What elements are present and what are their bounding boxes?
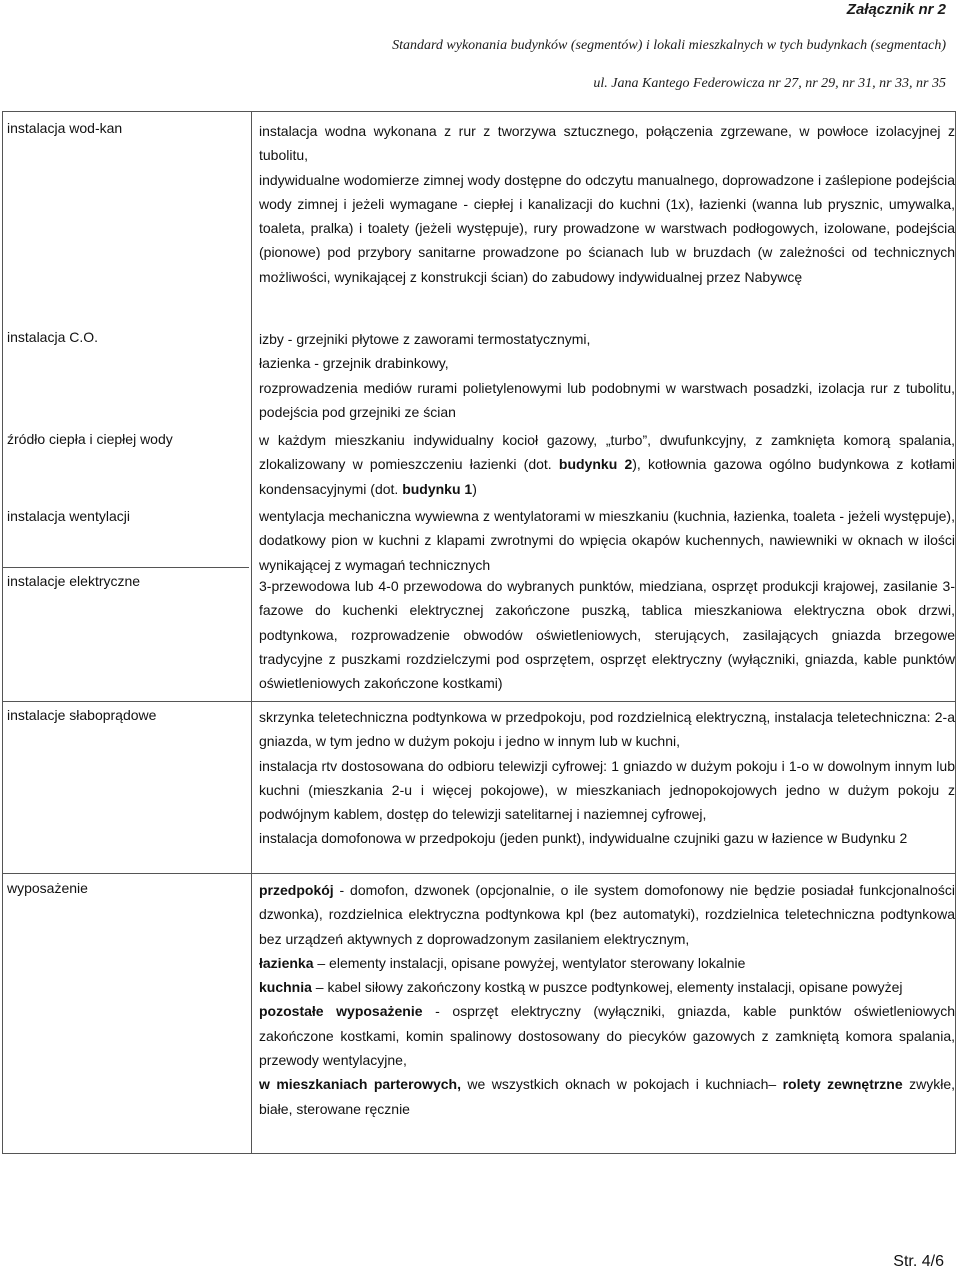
desc-line: instalacja domofonowa w przedpokoju (jeden punkt), indywidualne czujniki gazu w łazience w Budynku 2 — [259, 830, 908, 847]
row-label-electrical: instalacje elektryczne — [7, 573, 141, 589]
item-text: - osprzęt elektryczny (wyłączniki, gniazda, kable punktów oświetleniowych zakończone kostkami, komin spalinowy dostosowany do piecyków gazowych z zamkniętą komora spalania, przewody wentylacyjne, — [259, 1003, 955, 1069]
equipment-item-other — [259, 999, 955, 1072]
desc-line: łazienka - grzejnik drabinkowy, — [259, 355, 449, 372]
desc-bold: budynku 1 — [402, 480, 473, 497]
desc-line: rozprowadzenia mediów rurami polietylenowymi lub podobnymi w warstwach posadzki, izolacja rur z tubolitu, podejścia pod grzejniki ze ścian — [259, 379, 955, 420]
row-desc-ventilation — [259, 504, 955, 577]
column-divider — [251, 112, 252, 1153]
row-label-equipment: wyposażenie — [7, 880, 88, 896]
row-label-heat-source: źródło ciepła i ciepłej wody — [7, 431, 173, 447]
desc-line: skrzynka teletechniczna podtynkowa w przedpokoju, pod rozdzielnicą elektryczną, instalacja teletechniczna: 2-a gniazda, w tym jedno w dużym pokoju i jedno w innym lub w kuchni, — [259, 709, 955, 750]
item-text: zwykłe, białe, sterowane ręcznie — [259, 1076, 956, 1117]
desc-bold: budynku 2 — [558, 456, 633, 473]
item-term: rolety zewnętrzne — [782, 1076, 903, 1093]
row-desc-heat-source — [259, 428, 955, 501]
item-term: w mieszkaniach parterowych, — [259, 1076, 461, 1093]
equipment-item-hallway — [259, 878, 955, 951]
desc-line: wentylacja mechaniczna wywiewna z wentylatorami w mieszkaniu (kuchnia, łazienka, toaleta - jeżeli występuje), dodatkowy pion w kuchni z klapami zwrotnymi do wpięcia okapów kuchennych, nawiewniki w oknach w ilości wynikającej z wymagań technicznych — [259, 508, 955, 573]
annex-label: Załącznik nr 2 — [846, 1, 946, 18]
page-number: Str. 4/6 — [893, 1253, 944, 1270]
row-label-low-current: instalacje słaboprądowe — [7, 707, 157, 723]
item-text: we wszystkich oknach w pokojach i kuchniach– — [460, 1076, 783, 1093]
item-text: – kabel siłowy zakończony kostką w puszce podtynkowej, elementy instalacji, opisane powyżej — [311, 979, 903, 996]
item-term: przedpokój — [259, 882, 334, 898]
desc-line: indywidualne wodomierze zimnej wody dostępne do odczytu manualnego, doprowadzone i zaślepione podejścia wody zimnej i jeżeli wymagane - ciepłej i kanalizacji do kuchni (1x), łazienki (wanna lub prysznic, umywalka, toaleta, pralka) i toalety (jeżeli występuje), rury prowadzone w warstwach podłogowych, izolowane, podejścia (pionowe) pod przybory sanitarne prowadzone po ścianach lub w bruzdach (w zależności od technicznych możliwości, wynikającej z konstrukcji ścian) do zabudowy indywidualnej przez Nabywcę — [259, 171, 955, 285]
row-label-co: instalacja C.O. — [7, 329, 99, 345]
equipment-item-ground-floor — [259, 1072, 955, 1121]
row-label-ventilation: instalacja wentylacji — [7, 508, 130, 524]
item-text: - domofon, dzwonek (opcjonalnie, o ile system domofonowy nie będzie posiadał funkcjonalności dzwonka), rozdzielnica elektryczna podtynkowa kpl (bez automatyki), rozdzielnica teletechniczna podtynkowa bez urządzeń aktywnych z doprowadzonym zasilaniem elektrycznym, — [259, 882, 955, 947]
item-term: łazienka — [259, 954, 314, 971]
desc-text: w każdym mieszkaniu indywidualny kocioł gazowy, „turbo”, dwufunkcyjny, z zamknięta komorą spalania, zlokalizowany w pomieszczeniu łazienki (dot. — [259, 432, 955, 473]
document-subtitle: Standard wykonania budynków (segmentów) i lokali mieszkalnych w tych budynkach (segmentach) — [392, 38, 946, 53]
row-desc-equipment — [259, 878, 955, 1121]
row-desc-low-current — [259, 705, 955, 851]
address-line: ul. Jana Kantego Federowicza nr 27, nr 29, nr 31, nr 33, nr 35 — [593, 76, 946, 91]
equipment-item-kitchen — [259, 975, 955, 999]
row-divider — [3, 873, 955, 874]
desc-text: ), kotłownia gazowa ogólno budynkowa z kotłami kondensacyjnymi (dot. — [259, 456, 955, 497]
row-divider — [3, 567, 249, 568]
item-term: kuchnia — [259, 979, 312, 996]
desc-text: ) — [472, 480, 477, 497]
row-desc-wod-kan — [259, 119, 955, 289]
desc-line: 3-przewodowa lub 4-0 przewodowa do wybranych punktów, miedziana, osprzęt produkcji krajowej, zasilanie 3-fazowe do kuchenki elektrycznej zakończone puszką, tablica mieszkaniowa elektryczna obok drzwi, podtynkowa, rozprowadzenie obwodów oświetleniowych, sterujących, zasilających gniazda brzegowe tradycyjne z puszkami rozdzielczymi pod osprzętem, osprzęt elektryczny (wyłączniki, gniazda, kable punktów oświetleniowych zakończone kostkami) — [259, 578, 955, 692]
row-label-wod-kan: instalacja wod-kan — [7, 120, 123, 136]
equipment-item-bathroom — [259, 951, 955, 975]
row-desc-co — [259, 327, 955, 424]
row-divider — [3, 701, 955, 702]
desc-line: izby - grzejniki płytowe z zaworami termostatycznymi, — [259, 331, 591, 347]
desc-line: instalacja rtv dostosowana do odbioru telewizji cyfrowej: 1 gniazdo w dużym pokoju i 1-o w dowolnym innym lub kuchni (mieszkania 2-u i więcej pokojowe), w mieszkaniach jednopokojowych jedno w dużym pokoju z podwójnym kablem, dostęp do telewizji satelitarnej i naziemnej cyfrowej, — [259, 757, 955, 823]
item-text: – elementy instalacji, opisane powyżej, wentylator sterowany lokalnie — [313, 954, 746, 971]
specification-table — [2, 111, 956, 1154]
row-desc-electrical — [259, 574, 955, 695]
desc-line: instalacja wodna wykonana z rur z tworzywa sztucznego, połączenia zgrzewane, w powłoce izolacyjnej z tubolitu, — [259, 123, 955, 164]
item-term: pozostałe wyposażenie — [259, 1003, 423, 1020]
